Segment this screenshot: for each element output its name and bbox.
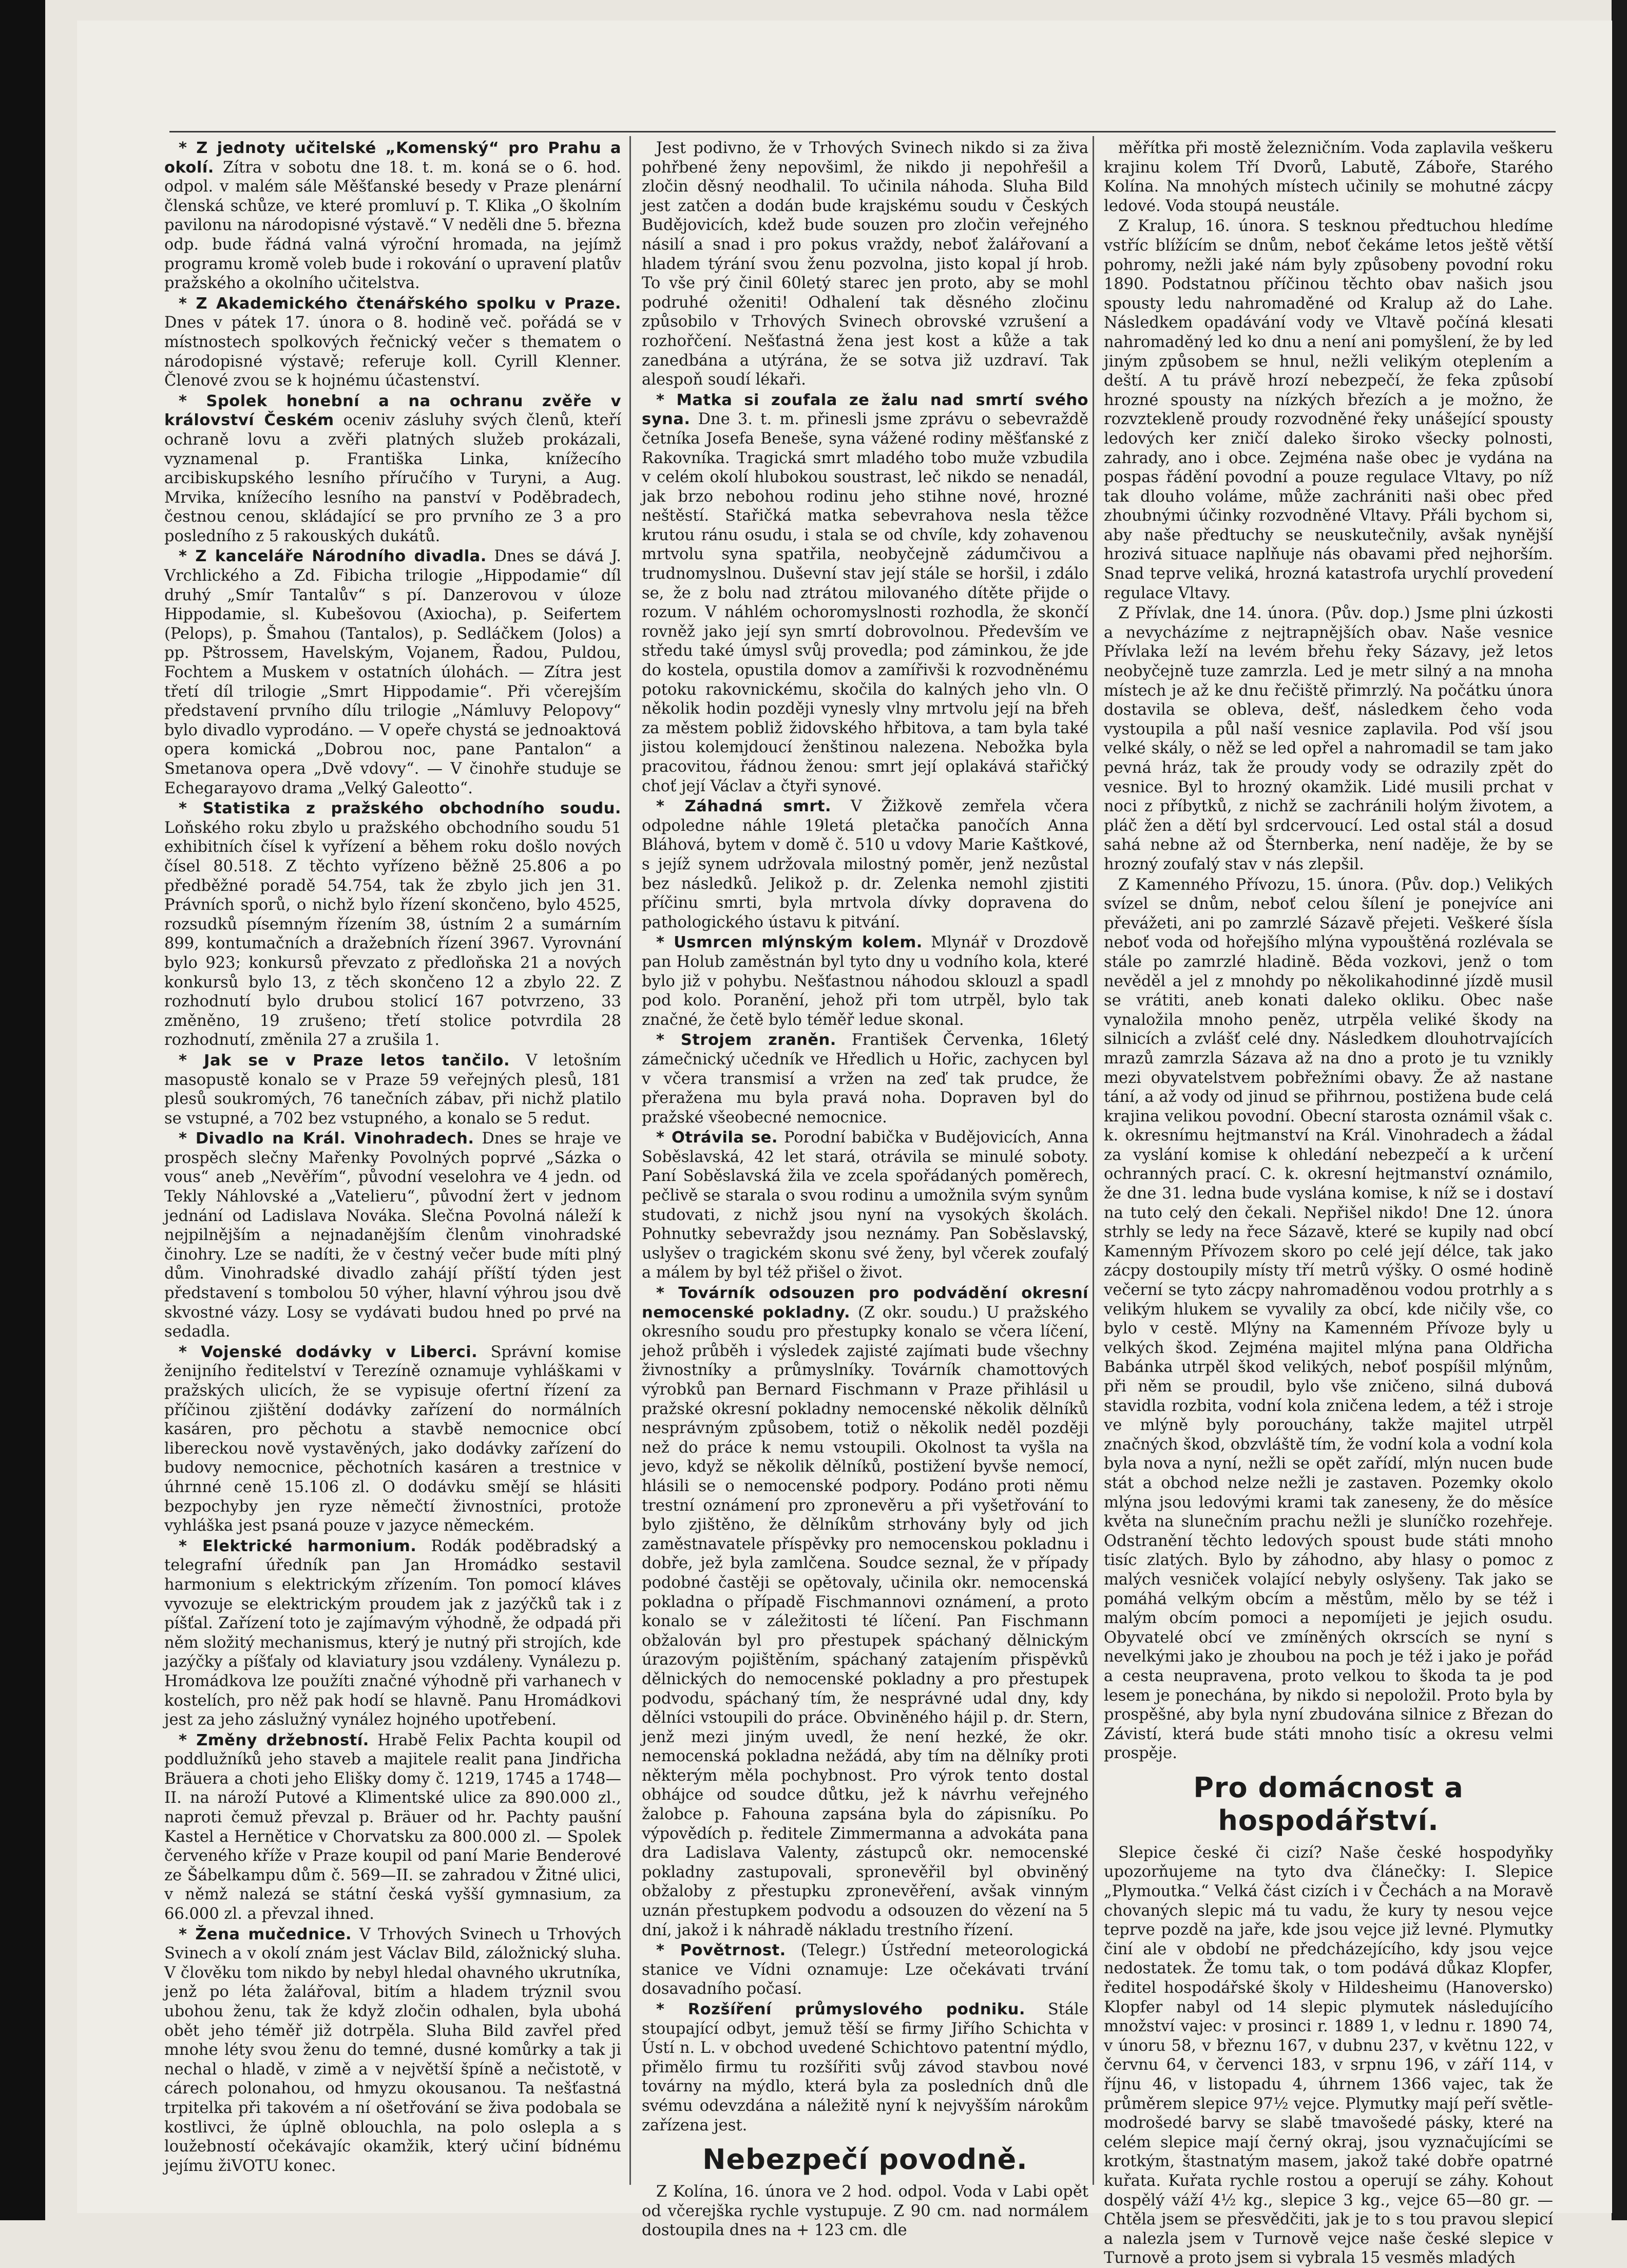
article-text: Dnes se dává J. Vrchlického a Zd. Fibicha trilogie „Hippodamie“ díl druhý „Smír Tantalův“ s pí. Danzerovou v úloze Hippodamie, sl. Kubešovou (Axiocha), p. Seifertem (Pelops), p. Šmahou (Tantalos), p. Sedláčkem (Jolos) a pp. Pštrossem, Havelským, Vojanem, Řadou, Puldou, Fochtem a Muskem v ostatních úlohách. — Zítra jest třetí díl trilogie „Smrt Hippodamie“. Při včerejším představení prvního dílu trilogie „Námluvy Pelopovy“ bylo divadlo vyprodáno. — V opeře chystá se jednoaktová opera komická „Dobrou noc, pane Pantalon“ a Smetanova opera „Dvě vdovy“. — V činohře studuje se Echegarayovo drama „Velký Galeotto“. [164,547,621,797]
article-text: měřítka při mostě železničním. Voda zaplavila veškeru krajinu kolem Tří Dvorů, Labutě, Záboře, Starého Kolína. Na mnohých místech učinily se mohutné zácpy ledové. Voda stoupá neustále. [1104,139,1553,215]
article [642,1941,1088,1999]
article [642,2000,1088,2135]
article-text: V letošním masopustě konalo se v Praze 59 veřejných plesů, 181 plesů soukromých, 76 tanečních zábav, při nichž platilo se vstupné, a 702 bez vstupného, a konalo se 5 redut. [164,1051,621,1128]
article-marker: * [179,1925,196,1943]
article-heading: Továrník odsouzen pro podvádění okresní nemocenské pokladny. [642,1284,1088,1322]
article [164,547,621,798]
article-heading: Matka si zoufala ze žalu nad smrtí svého syna. [642,391,1088,429]
article-heading: Otrávila se. [671,1129,778,1147]
article [642,139,1088,390]
article-heading: Jak se v Praze letos tančilo. [204,1051,510,1070]
article-heading: Rozšíření průmyslového podniku. [687,2000,1025,2018]
article [1104,1843,1553,2268]
article-text: Z Kamenného Přívozu, 15. února. (Pův. dop.) Velikých svízel se dnům, neboť celou šílení je ponejvíce ani převážeti, ani po zamrzlé Sázavě přejeti. Veškeré šísla neboť voda od hořejšího mlýna vypouštěná rozlévala se stále po zamrzlé hladině. Běda vozkovi, jenž o tom nevěděl a jel z mnohdy po několikahodinné jízdě musil se vrátiti, aneb konati daleko okliku. Obec naše vynaložila mnoho peněz, utrpěla veliké škody na silnicích a zvlášť celé dny. Následkem dlouhotrvajících mrazů zamrzla Sázava až na dno a proto je tu vznikly mezi obyvatelstvem pobřežními obavy. Že až nastane tání, a až vody od jinud se přihrnou, postižena bude celá krajina velikou povodní. Obecní starosta oznámil však c. k. okresnímu hejtmanství na Král. Vinohradech a žádal za vyslání komise k ohledání nebezpečí a k určení ochranných prací. C. k. okresní hejtmanství oznámilo, že dne 31. ledna bude vyslána komise, k níž se i dostaví na tuto celý den čekali. Nepřišel nikdo! Dne 12. února strhly se ledy na řece Sázavě, které se kupily nad obcí Kamenným Přívozem skoro po celé její délce, tak jako zácpy dostoupily místy tří metrů výšky. O osmé hodině večerní se tyto zácpy nahromaděnou vodou protrhly a s velikým hlukem se vyvalily za obcí, kde ničily vše, co bylo v cestě. Mlýny na Kamenném Přívoze byly u velkých škod. Zejména majitel mlýna pana Oldřicha Babánka utrpěl škod velikých, neboť pospíšil mlýnům, při něm se proudil, bylo vše zničeno, silná dubová stavidla rozbita, vodní kola zničena ledem, a též i stroje ve mlýně byly porouchány, takže majitel utrpěl značných škod, obzvláště tím, že vodní kola a vodní kola byla nova a nyní, nežli se opět zařídí, mlýn nucen bude stát a obchod nelze nežli je zastaven. Pozemky okolo mlýna jsou ledovými krami tak zaneseny, že do měsíce květa na slunečním prachu nežli je sluníčko rozehřeje. Odstranění těchto ledových spoust bude státi mnoho tisíc zlatých. Bylo by záhodno, aby hlasy o pomoc z malých vesniček volající nebyly oslyšeny. Tak jako se pomáhá velkým obcím a městům, mělo by se též i malým obcím pomoci a nepomíjeti je jejich osudu. Obyvatelé obcí ve zmíněných okrscích se nyní s nevelkými jako je zhoubou na poch je též i jako je pořád a cesta neupravena, proto velkou to škoda ta je pod lesem je ponechána, by nikdo si nepoložil. Proto byla by prospěšné, aby byla nyní zbudována silnice z Březan do Závistí, která bude státi mnoho tisíc a okresu velmi prospěje. [1104,875,1553,1763]
article-heading: Z jednoty učitelské „Komenský“ pro Prahu a okolí. [164,139,621,177]
article-text: Hrabě Felix Pachta koupil od poddlužníků jeho staveb a majitele realit pana Jindřicha Bräuera a choti jeho Elišky domy č. 1219, 1745 a 1748—II. na nároží Putové a Klimentské ulice za 890.000 zl., naproti čemuž převzal p. Bräuer od hr. Pachty paušní Kastel a Hernětice v Chorvatsku za 800.000 zl. — Spolek červeného kříže v Praze koupil od paní Marie Benderové ze Šábelkampu dům č. 569—II. se zahradou v Žitné ulici, v němž nalezá se státní česká vyšší gymnasium, za 66.000 zl. a převzal ihned. [164,1731,621,1923]
article-marker: * [656,2000,688,2018]
article [164,1731,621,1924]
article [164,392,621,546]
article-text: Loňského roku zbylo u pražského obchodního soudu 51 exhibitních čísel k vyřízení a během roku došlo nových čísel 80.518. Z těchto vyřízeno běžně 25.806 a po předběžné poradě 54.754, tak že zbylo jich jen 31. Právních sporů, o nichž bylo řízení skončeno, bylo 4525, rozsudků písemným řízením 38, ústním 2 a sumárním 899, kontumačních a dražebních řízení 3967. Vyrovnání bylo 923; konkursů převzato z předloňska 21 a nových konkursů bylo 13, z těch skončeno 12 a zbylo 22. Z rozhodnutí bylo drubou stolicí 167 potvrzeno, 33 změněno, 19 zrušeno; třetí stolice potvrdila 28 rozhodnutí, změnila 27 a zrušila 1. [164,818,621,1050]
article [642,391,1088,796]
section-title: Nebezpečí povodně. [702,2143,1028,2176]
article-marker: * [179,294,196,313]
article-text: Slepice české či cizí? Naše české hospodyňky upozorňujeme na tyto dva článečky: I. Slepice „Plymoutka.“ Velká část cizích i v Čechách a na Moravě chovaných slepic má tu vadu, že kury ty nesou vejce teprve pozdě na jaře, kde jsou vejce již levné. Plymutky činí ale v období ne předcházejícího, kdy jsou vejce nedostatek. Že tomu tak, o tom podává důkaz Klopfer, ředitel hospodářské školy v Hildesheimu (Hanoversko) Klopfer nabyl od 14 slepic plymutek následujícího množství vajec: v prosinci r. 1889 1, v lednu r. 1890 74, v únoru 58, v březnu 167, v dubnu 237, v květnu 122, v červnu 64, v červenci 183, v srpnu 196, v září 114, v říjnu 46, v listopadu 4, úhrnem 1366 vajec, tak že průměrem slepice 97½ vejce. Plymutky mají peří světle-modrošedé barvy se slabě tmavošedé pásky, které na celém slepice mají černý okraj, jsou vyznačujícími se krotkým, štastnatým masem, jakož také dobře opatrné kuřata. Kuřata rychle rostou a operují se záhy. Kohout dospělý váží 4½ kg., slepice 3 kg., vejce 65—80 gr. — Chtěla jsem se přesvědčiti, jak je to s tou pravou slepicí a nalezla jsem v Turnově vejce naše české slepice v Turnově a proto jsem si vybrala 15 vesměs mladých [1104,1843,1553,2267]
article-text: Jest podivno, že v Trhových Svinech nikdo si za živa pohřbené ženy nepovšiml, že nikdo ji nepohřešil a zločin děsný neodhalil. To učinila náhoda. Sluha Bild jest zatčen a dodán bude krajskému soudu v Českých Budějovicích, kdež bude souzen pro zločin veřejného násilí a snad i pro pokus vraždy, neboť žalářovaní a hladem týrání svou ženu pozvolna, jisto kopal jí hrob. To vše prý činil 60letý starec jen proto, aby se mohl podruhé oženiti! Odhalení tak děsného zločinu způsobilo v Trhových Svinech obrovské vzrušení a rozhořčení. Nešťastná žena jest kost a kůže a tak zanedbána a utýrána, že se sotva již uzdraví. Tak alespoň soudí lékaři. [642,139,1088,389]
article-text: (Telegr.) Ústřední meteorologická stanice ve Vídni oznamuje: Lze očekávati trvání dosavadního počasí. [642,1941,1088,1998]
article-heading: Z kanceláře Národního divadla. [195,547,487,566]
article-marker: * [656,1031,681,1050]
article-heading: Divadlo na Král. Vinohradech. [195,1130,474,1148]
article [642,1128,1088,1283]
article [164,1925,621,2176]
article-text: Z Přívlak, dne 14. února. (Pův. dop.) Jsme plni úzkosti a nevycházíme z nejtrapnějších obav. Naše vesnice Přívlaka leží na levém břehu řeky Sázavy, jež letos neobyčejně tuze zamrzla. Led je metr silný a na mnoha místech je až ke dnu řečiště přimrzlý. Na počátku února dostavila se obleva, dešť, následkem čeho voda vystoupila a půl naší vesnice zaplavila. Pod vší jsou velké skály, o něž se led opřel a nahromadil se tam jako pevná hráz, tak že proudy vody se odrazily zpět do vesnice. Byl to hrozný okamžik. Lidé musili prchat v noci z příbytků, z nichž se zachránili holým životem, a pláč žen a dětí byl srdcervoucí. Led ostal stál a dosud sahá nebne až od Šternberka, není naděje, že by se hrozný zoufalý stav v nás zlepšil. [1104,604,1553,873]
article-marker: * [179,139,197,157]
column-rule [629,136,631,2185]
article-text: V Žižkově zemřela včera odpoledne náhle 19letá pletačka panočích Anna Bláhová, bytem v domě č. 510 u vdovy Marie Kaštkové, s jejíž synem udržovala milostný poměr, jenž nezůstal bez následků. Jelikož p. dr. Zelenka nemohl zjistiti příčinu smrti, byla mrtvola dívky dopravena do pathologického ústavu k pitvání. [642,797,1088,931]
article-text: Z Kolína, 16. února ve 2 hod. odpol. Voda v Labi opět od včerejška rychle vystupuje. Z 90 cm. nad normálem dostoupila dnes na + 123 cm. dle [642,2183,1088,2240]
article-heading: Elektrické harmonium. [202,1537,417,1555]
article [164,139,621,293]
article-marker: * [179,547,196,566]
article [164,799,621,1050]
column-3 [1104,139,1553,2267]
article-text: Z Kralup, 16. února. S tesknou předtuchou hledíme vstříc blížícím se dnům, neboť čekáme letos ještě větší pohromy, nežli jaké nám byly způsobeny povodní roku 1890. Podstatnou příčinou těchto obav našich jsou spousty ledu nahromaděné od Kralup až do Lahe. Následkem opadávání vody ve Vltavě počíná klesati nahromaděný led ko dnu a není ani pomyšlení, že by led jiným způsobem se hnul, nežli velikým oteplením a deští. A tu právě hrozí nebezpečí, že feka způsobí hrozné spousty na nízkých březích a je možno, že rozvztekleně proudy rozvodněné řeky unášející spousty ledových ker zničí daleko široko všecky polnosti, zahrady, ano i obce. Zejména naše obec je vydána na pospas řádění povodní a pouze regulace Vltavy, po níž tak dlouho voláme, může zachrániti naši obec před zhoubnými účinky rozvodněné Vltavy. Přáli bychom si, aby naše předtuchy se neuskutečnily, avšak nynější hrozivá situace naplňuje nás obavami před nejhorším. Snad teprve veliká, hrozná katastrofa urychlí provedení regulace Vltavy. [1104,217,1553,602]
header-rule [169,131,1556,132]
article-heading: Z Akademického čtenářského spolku v Praze. [196,294,621,313]
article-text: Dne 3. t. m. přinesli jsme zprávu o sebevraždě četníka Josefa Beneše, syna vážené rodiny měšťanské z Rakovníka. Tragická smrt mladého tobo muže vzbudila v celém okolí hlubokou soustrast, leč nikdo se nenadál, jak brzo nebohou rodinu jeho stihne nové, hrozné neštěstí. Stařičká matka sebevrahova nesla těžce krutou ránu osudu, i stala se od chvíle, kdy zohavenou mrtvolu syna spatřila, neobyčejně zádumčivou a trudnomyslnou. Duševní stav její stále se horšil, i zdálo se, že z bolu nad ztrátou milovaného dítěte přijde o rozum. V náhlém ochoromyslnosti rozhodla, že skončí rovněž jako její syn smrtí dobrovolnou. Především ve středu také úmysl svůj provedla; pod záminkou, že jde do kostela, opustila domov a zamířivši k rozvodněnému potoku rakovnickému, skočila do kalných jeho vln. O několik hodin později vynesly vlny mrtvolu její na břeh za městem pobliž židovského hřbitova, a tam byla také jistou kolemjdoucí ženštinou nalezena. Nebožka byla pracovitou, řádnou ženou: smrt její oplakává stařičký choť její Václav a čtyři synové. [642,410,1088,795]
column-1 [164,139,621,2198]
article-marker: * [179,392,206,410]
article-marker: * [656,933,674,952]
article-heading: Usmrcen mlýnským kolem. [674,933,923,952]
article-marker: * [179,1731,197,1749]
article [1104,875,1553,1763]
article-text: Stále stoupající odbyt, jemuž těší se firmy Jiřího Schichta v Ústí n. L. v obchod uvedené Schichtovo patentní mýdlo, přimělo firmu tu rozšířiti svůj závod stavbou nové továrny na mýdlo, která byla za posledních dnů dle svému odevzdána a náležitě nyní k nejvyšším nárokům zařízena jest. [642,2000,1088,2134]
article [642,1031,1088,1127]
section-title: Pro domácnost a hospodářství. [1193,1771,1464,1837]
article-marker: * [179,1537,202,1555]
article-marker: * [656,1284,679,1303]
article-heading: Strojem zraněn. [680,1031,836,1050]
article [164,1051,621,1128]
article-text: oceniv zásluhy svých členů, kteří ochraně lovu a zvěři platných služeb prokázali, vyznamenal p. Františka Linka, knížecího arcibiskupského lesního příručího v Turyni, a Aug. Mrvika, knížecího lesního na panství v Poděbradech, čestnou cenou, skládající se pro prvního ze 3 a pro posledního z 5 rakouských dukátů. [164,411,621,545]
article [1104,604,1553,874]
article-heading: Záhadná smrt. [684,797,832,816]
article-heading: Vojenské dodávky v Liberci. [201,1343,478,1361]
article-marker: * [656,391,677,409]
article [1104,139,1553,216]
article-marker: * [656,1941,680,1960]
article-text: Dnes se hraje ve prospěch slečny Mařenky Povolných poprvé „Sázka o vous“ aneb „Nevěřím“, původní veselohra ve 4 jedn. od Tekly Náhlovské a „Vatelieru“, původní žert v jednom jednání od Ladislava Nováka. Slečna Povolná náleží k nejpilnějším a nejnadanějším členům vinohradské činohry. Lze se nadíti, že v čestný večer bude míti plný dům. Vinohradské divadlo zahájí příští týden jest představení s tombolou 50 výher, hlavní výhrou jsou dvě skvostné vázy. Losy se vydávati budou hned po prvé na sedadla. [164,1130,621,1341]
scan-right-edge [1612,0,1627,2220]
article-heading: Povětrnost. [680,1941,786,1960]
scan-left-edge [0,0,45,2220]
article [164,1343,621,1536]
article-text: Zítra v sobotu dne 18. t. m. koná se o 6. hod. odpol. v malém sále Měšťanské besedy v Praze plenární členská schůze, ve které promluví p. T. Klika „O školním pavilonu na národopisné výstavě.“ V neděli dne 5. března odp. bude řádná valná výroční hromada, na jejímž programu kromě voleb bude i rokování o upravení platův pražského a okolního učitelstva. [164,158,621,293]
article [164,294,621,391]
article-marker: * [179,1051,204,1070]
article-heading: Změny držebností. [196,1731,369,1749]
article-text: Mlynář v Drozdově pan Holub zaměstnán byl tyto dny u vodního kola, které bylo již v pohybu. Nešťastnou náhodou sklouzl a spadl pod kolo. Poranění, jehož při tom utrpěl, bylo tak značné, že četě bylo téměř ledue skonal. [642,933,1088,1029]
article-text: V Trhových Svinech u Trhových Svinech a v okolí znám jest Václav Bild, záložnický sluha. V člověku tom nikdo by nebyl hledal ohavného ukrutníka, jenž po léta žalářoval, bitím a hladem trýznil svou ubohou ženu, tak že když zločin odhalen, byla ubohá obět jeho téměř již dotrpěla. Sluha Bild zavřel před mnohe léty svou ženu do temné, dusné komůrky a tak ji nechal o hladě, v zimě a v největší špíně a nečistotě, v cárech polonahou, od hmyzu okousanou. Ta nešťastná trpitelka při takovém a ní ošetřování se živa podobala se kostlivci, že úplně oblouchla, na polo oslepla a s loužebností očekávajíc okamžik, který učiní bídnému jejímu žiVOTU konec. [164,1925,621,2175]
column-rule [1093,136,1094,2185]
article-text: Dnes v pátek 17. února o 8. hodině več. pořádá se v místnostech spolkových řečnický večer s thematem o národopisné výstavě; referuje koll. Cyrill Klenner. Členové zvou se k hojnému účastenství. [164,314,621,390]
article [1104,217,1553,603]
article-text: František Červenka, 16letý zámečnický učedník ve Hředlich u Hořic, zachycen byl v včera transmisí a vržen na zeď tak prudce, že přeražena mu byla pravá noha. Dopraven byl do pražské všeobecné nemocnice. [642,1031,1089,1127]
article-text: Rodák poděbradský a telegrafní úředník pan Jan Hromádko sestavil harmonium s elektrickým zřízením. Ton pomocí kláves vyvozuje se elektrickým proudem jak z jazýčků tak i z píšťal. Zařízení toto je zajímavým výhodně, že odpadá při něm složitý mechanismus, který je nutný při strojích, kde jazýčky a píšťaly od klaviatury jsou vzdáleny. Vynálezu p. Hromádkova lze použíti značné výhodně při varhanech v kostelích, pro něž pak hodí se hlavně. Panu Hromádkovi jest za jeho záslužný vynález hojného upotřebení. [164,1537,621,1729]
article-heading: Žena mučednice. [195,1925,352,1943]
column-2 [642,139,1089,2240]
article-marker: * [656,1129,672,1147]
article [642,933,1088,1030]
article [642,797,1088,932]
article [164,1537,621,1730]
article-heading: Statistika z pražského obchodního soudu. [202,799,621,818]
article-marker: * [656,797,685,816]
article [642,2182,1088,2240]
article-heading: Spolek honební a na ochranu zvěře v království Českém [164,392,621,430]
article-marker: * [179,1343,201,1361]
article-marker: * [179,799,203,818]
article-text: (Z okr. soudu.) U pražského okresního soudu pro přestupky konalo se včera líčení, jehož průběh i výsledek zajisté zajímati bude všechny živnostníky a průmyslníky. Továrník chamottových výrobků pan Bernard Fischmann v Praze přihlásil u pražské okresní pokladny nemocenské několik dělníků nesprávným způsobem, totiž o několik neděl později než do práce k nemu vstoupili. Okolnost ta vyšla na jevo, když se několik dělníků, postižení byvše nemocí, hlásili se o nemocenské podpory. Podáno proti němu trestní oznámení pro zpronevěru a při vyšetřování to bylo zjištěno, že dělníkům strhovány byly od jich zaměstnavatele příspěvky pro nemocenskou pokladnu i dobře, jež byla zamlčena. Soudce seznal, že v případy podobné častěji se opětovaly, učinila okr. nemocenská pokladna o případě Fischmannovi oznámení, a proto konalo se v záležitosti té líčení. Pan Fischmann obžalován byl pro přestupek spáchaný dělnickým úrazovým pojištěním, spáchaný zatajením přispěvků dělnických do nemocenské pokladny a pro přestupek podvodu, spáchaný tím, že nesprávné udal dny, kdy dělníci vstoupili do práce. Obviněného hájil p. dr. Stern, jenž mezi jiným uvedl, že není hezké, že okr. nemocenská pokladna nežádá, aby tím na dělníky proti některým měla pochybnost. Pro výrok tento dostal obhájce od soudce důtku, jež k návrhu veřejného žalobce p. Fahouna zapsána byla do zápisníku. Po výpovědích p. ředitele Zimmermanna a advokáta pana dra Ladislava Valenty, zástupců okr. nemocenské pokladny zastupovali, spronevěřil byl obviněný obžaloby z přestupku zpronevěření, avšak vinným uznán přestupkem podvodu a odsouzen do vězení na 5 dní, jakož i k náhradě nákladu trestního řízení. [642,1303,1088,1939]
article-marker: * [179,1130,196,1148]
article [164,1129,621,1342]
article-text: Správní komise ženijního ředitelství v Terezíně oznamuje vyhláškami v pražských ulicích, že se vypisuje ofertní řízení za příčinou zjištění dodávky zařízení do normálních kasáren, pro pěchotu a stavbě nemocnice obcí libereckou nově vystavěných, jako dodávky zařízení do budovy nemocnice, pěchotních kasáren a trestnice v úhrnné ceně 15.106 zl. O dodávku smějí se hlásiti bezpochyby jen ryze němečtí živnostníci, protože vyhláška jest psaná pouze v jazyce německém. [164,1343,621,1535]
article-text: Porodní babička v Budějovicích, Anna Soběslavská, 42 let stará, otrávila se minulé soboty. Paní Soběslavská žila ve zcela spořádaných poměrech, pečlivě se starala o svou rodinu a umožnila svým synům studovati, z nichž jsou nyní na vysokých školách. Pohnutky sebevraždy jsou neznámy. Pan Soběslavský, uslyšev o tragickém skonu své ženy, byl včerek zoufalý a málem by byl též přišel o život. [642,1129,1088,1282]
article [642,1284,1088,1940]
